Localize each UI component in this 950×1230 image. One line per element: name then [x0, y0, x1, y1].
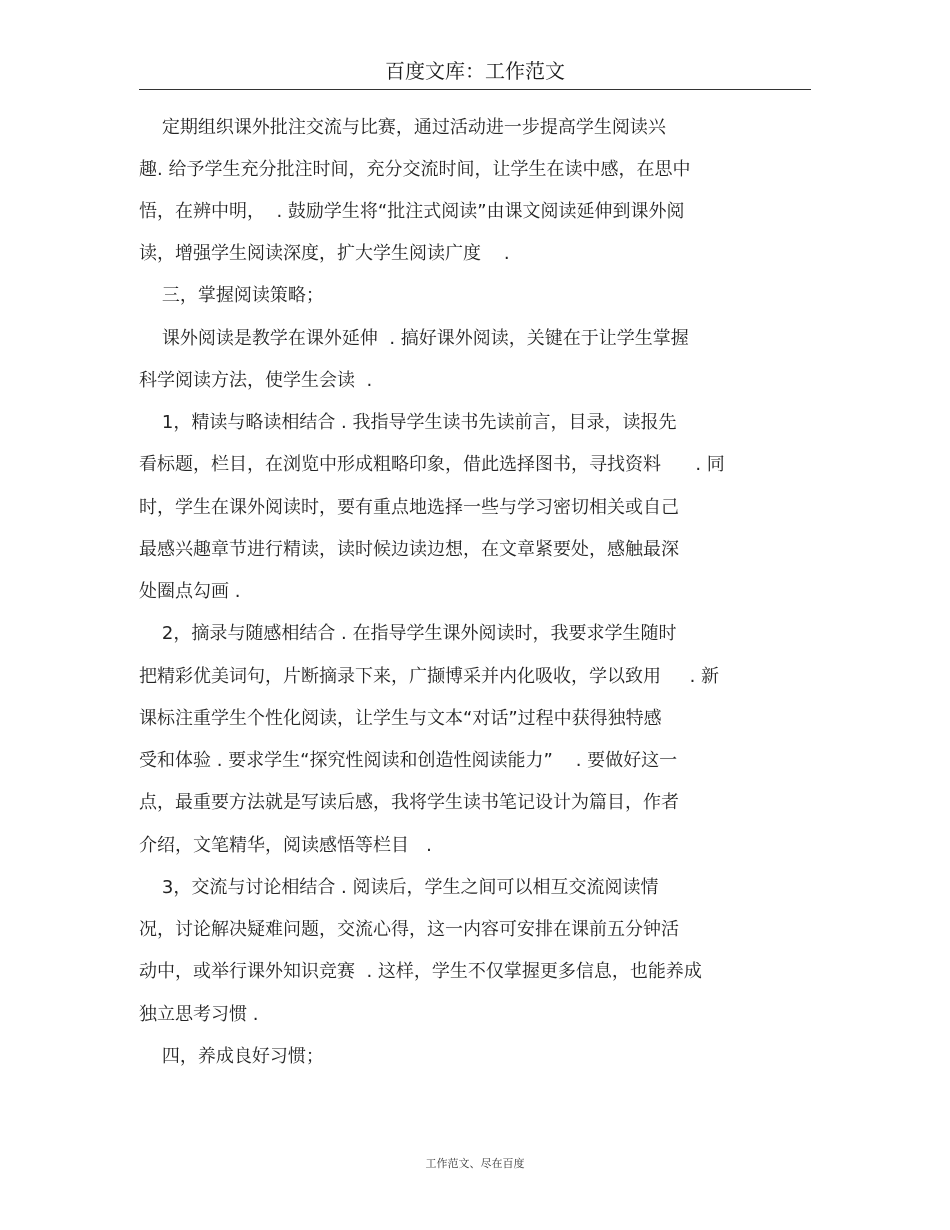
section-heading: 三，掌握阅读策略； [139, 285, 324, 306]
text-line: 3，交流与讨论相结合 . 阅读后，学生之间可以相互交流阅读情 [139, 877, 659, 898]
text-line: 最感兴趣章节进行精读，读时候边读边想，在文章紧要处，感触最深 [139, 539, 679, 560]
page-header-title: 百度文库：工作范文 [385, 59, 565, 83]
text-line: 定期组织课外批注交流与比赛，通过活动进一步提高学生阅读兴 [139, 117, 666, 138]
text-line: 况，讨论解决疑难问题，交流心得，这一内容可安排在课前五分钟活 [139, 919, 679, 940]
text-line: 看标题，栏目，在浏览中形成粗略印象，借此选择图书，寻找资料 . 同 [139, 454, 725, 475]
text-line: 独立思考习惯 . [139, 1004, 259, 1025]
text-line: 读，增强学生阅读深度，扩大学生阅读广度 . [139, 243, 510, 264]
text-line: 介绍，文笔精华，阅读感悟等栏目 . [139, 835, 432, 856]
text-line: 趣. 给予学生充分批注时间，充分交流时间，让学生在读中感，在思中 [139, 159, 691, 180]
text-line: 受和体验 . 要求学生“探究性阅读和创造性阅读能力” . 要做好这一 [139, 750, 678, 771]
text-line: 2，摘录与随感相结合 . 在指导学生课外阅读时，我要求学生随时 [139, 623, 677, 644]
text-line: 课标注重学生个性化阅读，让学生与文本“对话”过程中获得独特感 [139, 708, 662, 729]
text-line: 时，学生在课外阅读时，要有重点地选择一些与学习密切相关或自己 [139, 497, 679, 518]
page-footer: 工作范文、尽在百度 [425, 1157, 525, 1170]
text-line: 把精彩优美词句，片断摘录下来，广撷博采并内化吸收，学以致用 . 新 [139, 666, 720, 687]
text-line: 动中，或举行课外知识竞赛 . 这样，学生不仅掌握更多信息，也能养成 [139, 961, 702, 982]
header-divider [139, 89, 811, 90]
text-line: 1，精读与略读相结合 . 我指导学生读书先读前言，目录，读报先 [139, 412, 677, 433]
section-heading: 四，养成良好习惯； [139, 1046, 324, 1067]
text-line: 科学阅读方法，使学生会读 . [139, 370, 373, 391]
text-line: 课外阅读是教学在课外延伸 . 搞好课外阅读，关键在于让学生掌握 [139, 328, 689, 349]
text-line: 点，最重要方法就是写读后感，我将学生读书笔记设计为篇目，作者 [139, 792, 679, 813]
text-line: 处圈点勾画 . [139, 581, 241, 602]
text-line: 悟，在辨中明， . 鼓励学生将“批注式阅读”由课文阅读延伸到课外阅 [139, 201, 685, 222]
